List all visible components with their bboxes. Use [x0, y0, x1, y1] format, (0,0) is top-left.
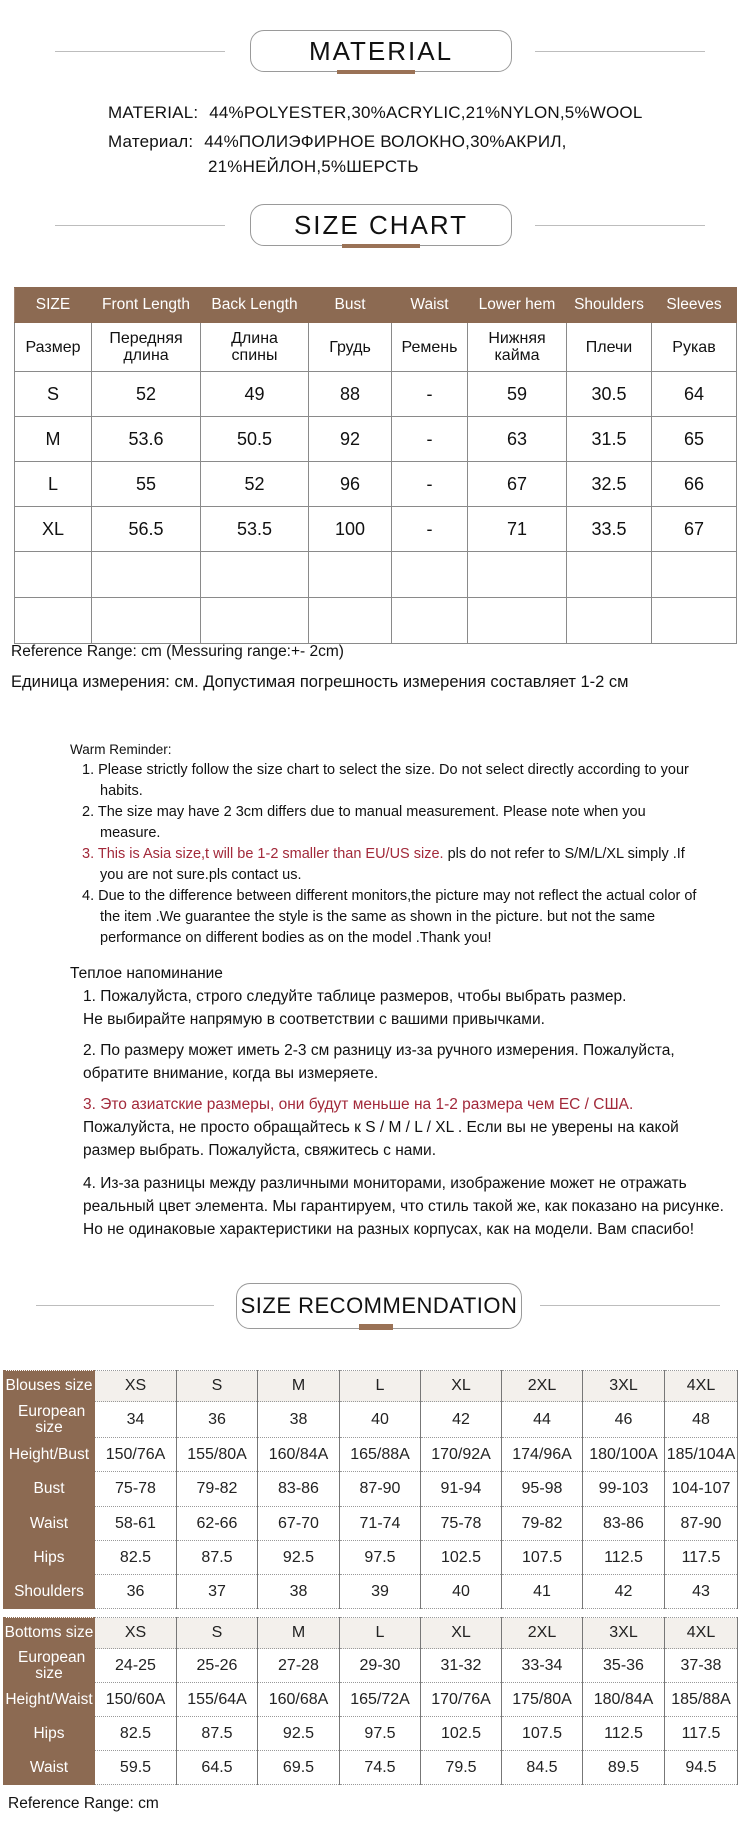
table-cell: 155/80A	[177, 1438, 258, 1472]
title-accent-bar	[342, 244, 420, 248]
item-text: 1. Пожалуйста, строго следуйте таблице размеров, чтобы выбрать размер.	[83, 988, 627, 1005]
size-header: XL	[421, 1618, 502, 1649]
row-label: Bust	[4, 1472, 95, 1507]
row-label: Shoulders	[4, 1575, 95, 1609]
col-header-ru: Плечи	[567, 323, 652, 372]
table-cell: 155/64A	[177, 1683, 258, 1717]
bottoms-header-row	[4, 1618, 738, 1649]
empty-cell	[392, 552, 468, 598]
table-cell: 38	[258, 1575, 340, 1609]
table-cell: 50.5	[201, 417, 309, 462]
item-text: The size may have 2 3cm differs due to manual measurement. Please note when you measure.	[97, 804, 646, 841]
size-header: L	[340, 1371, 421, 1402]
table-cell: 37	[177, 1575, 258, 1609]
row-label: Blouses size	[4, 1371, 95, 1402]
table-row	[4, 1438, 738, 1472]
table-row	[15, 417, 737, 462]
table-cell: 89.5	[583, 1751, 665, 1785]
size-header: 2XL	[502, 1371, 583, 1402]
table-cell: 42	[583, 1575, 665, 1609]
item-text: Не выбирайте напрямую в соответствии с вашими привычками.	[83, 1011, 545, 1028]
table-cell: 75-78	[421, 1507, 502, 1541]
table-cell: 175/80A	[502, 1683, 583, 1717]
empty-cell	[15, 552, 92, 598]
table-row	[4, 1402, 738, 1438]
size-cell: L	[15, 462, 92, 507]
empty-cell	[652, 598, 737, 644]
table-cell: 97.5	[340, 1717, 421, 1751]
title-accent-bar	[337, 70, 415, 74]
table-cell: 27-28	[258, 1649, 340, 1683]
material-label-en: MATERIAL:	[108, 103, 199, 122]
table-row	[4, 1575, 738, 1609]
divider-right	[535, 51, 705, 52]
material-ru-row	[108, 132, 567, 152]
col-header: Lower hem	[468, 288, 567, 323]
table-cell: 83-86	[583, 1507, 665, 1541]
warm-reminder-en	[70, 739, 710, 949]
divider-right	[540, 1305, 720, 1306]
table-cell: -	[392, 372, 468, 417]
table-cell: 41	[502, 1575, 583, 1609]
reference-range-en: Reference Range: cm (Messuring range:+- 2cm)	[11, 643, 344, 660]
table-cell: 64	[652, 372, 737, 417]
size-cell: M	[15, 417, 92, 462]
table-cell: 43	[665, 1575, 738, 1609]
size-header: L	[340, 1618, 421, 1649]
table-cell: 185/88A	[665, 1683, 738, 1717]
size-header: S	[177, 1618, 258, 1649]
reminder-item-1	[70, 760, 710, 802]
table-cell: 107.5	[502, 1541, 583, 1575]
table-cell: 39	[340, 1575, 421, 1609]
table-cell: 83-86	[258, 1472, 340, 1507]
row-label: Bottoms size	[4, 1618, 95, 1649]
empty-cell	[392, 598, 468, 644]
reference-range-ru: Единица измерения: см. Допустимая погрешность измерения составляет 1-2 см	[11, 673, 629, 691]
table-cell: 112.5	[583, 1541, 665, 1575]
empty-cell	[15, 598, 92, 644]
item-text: 4. Из-за разницы между различными мониторами, изображение может не отражать реальный цвет элемента. Мы гарантируем, что стиль такой же, как показано на рисунке. Но не одинаковые характеристики на разных корпусах, как на модели. Вам спасибо!	[83, 1175, 724, 1238]
empty-cell	[468, 552, 567, 598]
table-row	[4, 1541, 738, 1575]
material-value-en: 44%POLYESTER,30%ACRYLIC,21%NYLON,5%WOOL	[209, 103, 643, 122]
item-text: Пожалуйста, не просто обращайтесь к S / M / L / XL . Если вы не уверены на какой размер выбрать. Пожалуйста, свяжитесь с нами.	[83, 1119, 679, 1159]
table-cell: 102.5	[421, 1541, 502, 1575]
table-cell: 65	[652, 417, 737, 462]
table-cell: 66	[652, 462, 737, 507]
item-number: 2.	[82, 804, 95, 820]
divider-left	[55, 225, 225, 226]
table-cell: 94.5	[665, 1751, 738, 1785]
table-cell: 53.6	[92, 417, 201, 462]
table-cell: 102.5	[421, 1717, 502, 1751]
item-number: 4.	[82, 888, 95, 904]
table-cell: 36	[95, 1575, 177, 1609]
col-header: Sleeves	[652, 288, 737, 323]
empty-cell	[652, 552, 737, 598]
warm-reminder-ru-title: Теплое напоминание	[70, 965, 223, 982]
divider-left	[55, 51, 225, 52]
col-header-ru: Длина спины	[201, 323, 309, 372]
table-cell: 99-103	[583, 1472, 665, 1507]
empty-cell	[92, 552, 201, 598]
col-header-ru: Размер	[15, 323, 92, 372]
table-cell: 33-34	[502, 1649, 583, 1683]
empty-cell	[309, 552, 392, 598]
row-label: Height/Bust	[4, 1438, 95, 1472]
table-cell: -	[392, 417, 468, 462]
size-chart-table	[14, 287, 737, 644]
reminder-ru-item-2	[70, 1039, 730, 1085]
table-cell: 42	[421, 1402, 502, 1438]
reminder-item-4	[70, 886, 710, 949]
row-label: European size	[4, 1402, 95, 1438]
table-cell: 44	[502, 1402, 583, 1438]
col-header-ru: Рукав	[652, 323, 737, 372]
table-cell: 56.5	[92, 507, 201, 552]
item-text: 2. По размеру может иметь 2-3 см разницу из-за ручного измерения. Пожалуйста, обратите внимание, когда вы измеряете.	[83, 1042, 675, 1082]
table-cell: 55	[92, 462, 201, 507]
table-cell: 52	[201, 462, 309, 507]
size-cell: XL	[15, 507, 92, 552]
size-header: 2XL	[502, 1618, 583, 1649]
table-cell: 92	[309, 417, 392, 462]
item-number: 1.	[82, 762, 95, 778]
table-cell: 52	[92, 372, 201, 417]
item-text-highlight: This is Asia size,t will be 1-2 smaller than EU/US size.	[97, 846, 444, 862]
material-value-ru: 44%ПОЛИЭФИРНОЕ ВОЛОКНО,30%АКРИЛ,	[204, 132, 567, 151]
table-cell: 174/96A	[502, 1438, 583, 1472]
size-recommendation-title-text: SIZE RECOMMENDATION	[240, 1293, 518, 1318]
table-row	[15, 507, 737, 552]
col-header: Front Length	[92, 288, 201, 323]
table-cell: 79-82	[177, 1472, 258, 1507]
material-value-ru-2: 21%НЕЙЛОН,5%ШЕРСТЬ	[208, 157, 419, 176]
table-cell: 38	[258, 1402, 340, 1438]
table-row	[4, 1472, 738, 1507]
size-cell: S	[15, 372, 92, 417]
size-header: 4XL	[665, 1618, 738, 1649]
reminder-ru-item-1	[70, 985, 730, 1031]
table-cell: 117.5	[665, 1541, 738, 1575]
size-recommendation-title	[236, 1283, 522, 1329]
table-cell: 170/92A	[421, 1438, 502, 1472]
size-header: XS	[95, 1371, 177, 1402]
empty-cell	[201, 598, 309, 644]
item-text: Please strictly follow the size chart to select the size. Do not select directly according to your habits.	[98, 762, 689, 799]
table-cell: 180/100A	[583, 1438, 665, 1472]
table-cell: 63	[468, 417, 567, 462]
table-cell: 165/72A	[340, 1683, 421, 1717]
table-cell: 91-94	[421, 1472, 502, 1507]
title-accent-bar	[359, 1324, 393, 1330]
table-cell: 48	[665, 1402, 738, 1438]
table-cell: 79-82	[502, 1507, 583, 1541]
table-cell: 46	[583, 1402, 665, 1438]
col-header: SIZE	[15, 288, 92, 323]
table-cell: 33.5	[567, 507, 652, 552]
table-cell: 59	[468, 372, 567, 417]
empty-cell	[92, 598, 201, 644]
size-header: 3XL	[583, 1618, 665, 1649]
bottoms-size-table	[3, 1617, 738, 1785]
table-cell: 64.5	[177, 1751, 258, 1785]
table-cell: 100	[309, 507, 392, 552]
empty-cell	[309, 598, 392, 644]
divider-right	[535, 225, 705, 226]
table-cell: 117.5	[665, 1717, 738, 1751]
row-label: European size	[4, 1649, 95, 1683]
size-header: 3XL	[583, 1371, 665, 1402]
table-cell: 185/104A	[665, 1438, 738, 1472]
size-header: M	[258, 1371, 340, 1402]
table-cell: 37-38	[665, 1649, 738, 1683]
header-row-ru	[15, 323, 737, 372]
header-row-en	[15, 288, 737, 323]
table-cell: 71-74	[340, 1507, 421, 1541]
reminder-item-3	[70, 844, 710, 886]
table-cell: 32.5	[567, 462, 652, 507]
size-chart-title	[250, 204, 512, 246]
material-en-row	[108, 103, 643, 123]
col-header-ru: Ремень	[392, 323, 468, 372]
table-cell: 30.5	[567, 372, 652, 417]
size-header: XL	[421, 1371, 502, 1402]
row-label: Height/Waist	[4, 1683, 95, 1717]
col-header: Bust	[309, 288, 392, 323]
table-cell: 87-90	[340, 1472, 421, 1507]
table-cell: 165/88A	[340, 1438, 421, 1472]
col-header: Back Length	[201, 288, 309, 323]
table-cell: 71	[468, 507, 567, 552]
table-cell: 67	[468, 462, 567, 507]
table-cell: 49	[201, 372, 309, 417]
table-cell: 180/84A	[583, 1683, 665, 1717]
table-cell: 82.5	[95, 1541, 177, 1575]
material-ru-row-2	[208, 157, 419, 177]
table-cell: 97.5	[340, 1541, 421, 1575]
table-row	[15, 462, 737, 507]
empty-cell	[567, 598, 652, 644]
table-cell: 34	[95, 1402, 177, 1438]
table-row	[4, 1649, 738, 1683]
table-cell: 107.5	[502, 1717, 583, 1751]
divider-left	[36, 1305, 214, 1306]
table-cell: 35-36	[583, 1649, 665, 1683]
table-cell: -	[392, 462, 468, 507]
table-cell: 79.5	[421, 1751, 502, 1785]
reference-range-bottom: Reference Range: cm	[8, 1795, 159, 1812]
item-number: 3.	[82, 846, 95, 862]
row-label: Waist	[4, 1507, 95, 1541]
reminder-ru-item-3	[70, 1093, 730, 1162]
table-cell: 40	[421, 1575, 502, 1609]
material-title-text: MATERIAL	[308, 35, 454, 66]
table-cell: 87.5	[177, 1717, 258, 1751]
table-cell: 150/60A	[95, 1683, 177, 1717]
table-cell: 75-78	[95, 1472, 177, 1507]
table-cell: 92.5	[258, 1541, 340, 1575]
table-cell: 24-25	[95, 1649, 177, 1683]
table-cell: 84.5	[502, 1751, 583, 1785]
table-cell: 25-26	[177, 1649, 258, 1683]
table-cell: 104-107	[665, 1472, 738, 1507]
material-title	[250, 30, 512, 72]
warm-reminder-title: Warm Reminder:	[70, 742, 172, 757]
row-label: Hips	[4, 1541, 95, 1575]
table-cell: 74.5	[340, 1751, 421, 1785]
empty-row	[15, 598, 737, 644]
col-header: Waist	[392, 288, 468, 323]
table-cell: 53.5	[201, 507, 309, 552]
table-row	[15, 372, 737, 417]
size-chart-title-text: SIZE CHART	[293, 209, 469, 240]
warm-reminder-ru	[70, 962, 730, 1241]
table-cell: 96	[309, 462, 392, 507]
table-cell: 62-66	[177, 1507, 258, 1541]
table-row	[4, 1507, 738, 1541]
table-cell: -	[392, 507, 468, 552]
table-row	[4, 1751, 738, 1785]
blouses-size-table	[3, 1370, 738, 1609]
item-text-highlight: 3. Это азиатские размеры, они будут меньше на 1-2 размера чем ЕС / США.	[83, 1096, 634, 1113]
empty-cell	[567, 552, 652, 598]
table-cell: 82.5	[95, 1717, 177, 1751]
reminder-item-2	[70, 802, 710, 844]
size-header: M	[258, 1618, 340, 1649]
table-cell: 112.5	[583, 1717, 665, 1751]
table-cell: 59.5	[95, 1751, 177, 1785]
table-cell: 160/84A	[258, 1438, 340, 1472]
table-cell: 31-32	[421, 1649, 502, 1683]
size-header: 4XL	[665, 1371, 738, 1402]
row-label: Waist	[4, 1751, 95, 1785]
table-cell: 36	[177, 1402, 258, 1438]
col-header-ru: Нижняя кайма	[468, 323, 567, 372]
size-header: S	[177, 1371, 258, 1402]
table-cell: 88	[309, 372, 392, 417]
table-cell: 150/76A	[95, 1438, 177, 1472]
table-cell: 67	[652, 507, 737, 552]
table-cell: 31.5	[567, 417, 652, 462]
item-text: pls do not refer to S/M/L/XL simply .If you are not sure.pls contact us.	[100, 846, 685, 883]
row-label: Hips	[4, 1717, 95, 1751]
table-cell: 160/68A	[258, 1683, 340, 1717]
table-row	[4, 1683, 738, 1717]
table-cell: 95-98	[502, 1472, 583, 1507]
reminder-ru-item-4	[70, 1172, 730, 1241]
table-cell: 40	[340, 1402, 421, 1438]
empty-row	[15, 552, 737, 598]
size-header: XS	[95, 1618, 177, 1649]
table-cell: 92.5	[258, 1717, 340, 1751]
table-cell: 69.5	[258, 1751, 340, 1785]
table-cell: 67-70	[258, 1507, 340, 1541]
table-cell: 170/76A	[421, 1683, 502, 1717]
blouses-header-row	[4, 1371, 738, 1402]
col-header: Shoulders	[567, 288, 652, 323]
empty-cell	[468, 598, 567, 644]
table-row	[4, 1717, 738, 1751]
col-header-ru: Грудь	[309, 323, 392, 372]
item-text: Due to the difference between different monitors,the picture may not reflect the actual color of the item .We guarantee the style is the same as shown in the picture. but not the same performance on different bodies as on the model .Thank you!	[98, 888, 697, 946]
table-cell: 87-90	[665, 1507, 738, 1541]
table-cell: 87.5	[177, 1541, 258, 1575]
empty-cell	[201, 552, 309, 598]
material-label-ru: Материал:	[108, 132, 194, 151]
col-header-ru: Передняя длина	[92, 323, 201, 372]
table-cell: 58-61	[95, 1507, 177, 1541]
table-cell: 29-30	[340, 1649, 421, 1683]
